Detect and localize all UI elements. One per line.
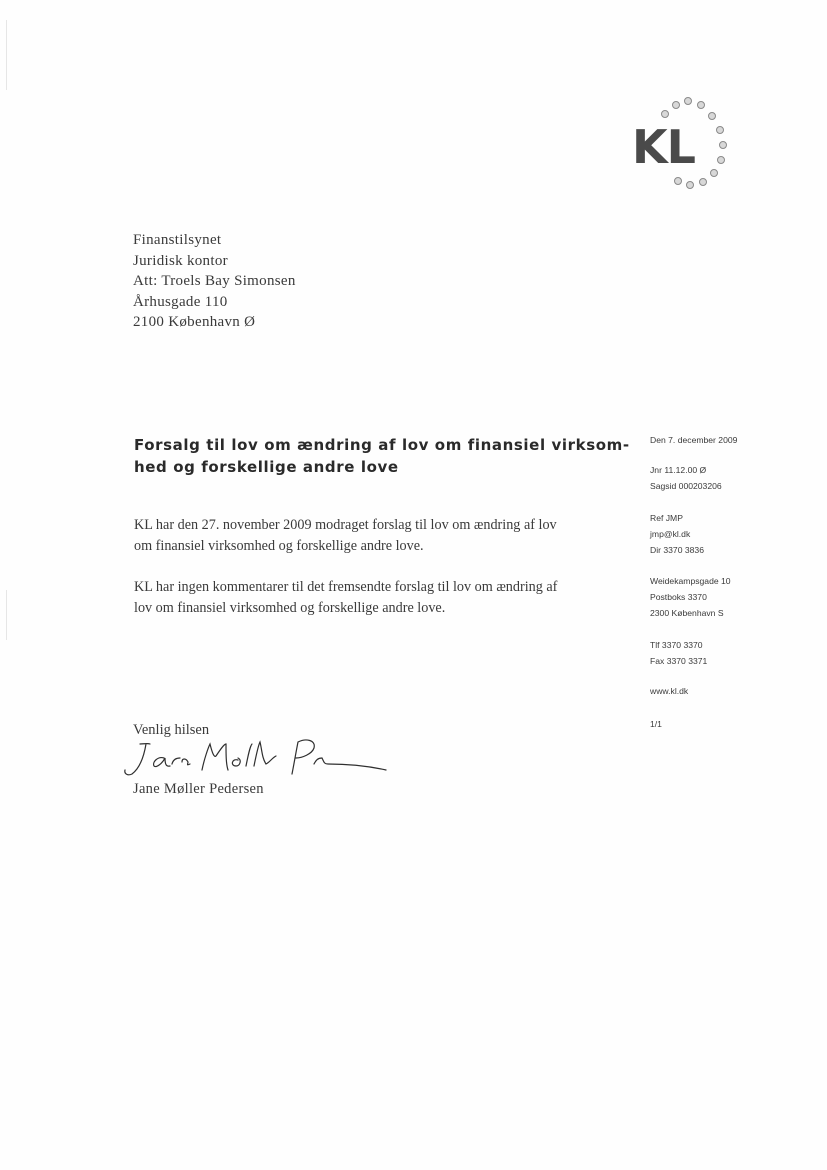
case-id: Sagsid 000203206 bbox=[650, 481, 722, 491]
email-text: jmp@kl.dk bbox=[650, 529, 691, 539]
handwritten-signature bbox=[110, 734, 390, 786]
journal-number: Jnr 11.12.00 Ø bbox=[650, 465, 707, 475]
signer-name: Jane Møller Pedersen bbox=[133, 781, 264, 797]
reference-text: Ref JMP bbox=[650, 513, 683, 523]
web-address: www.kl.dk bbox=[650, 686, 689, 696]
logo-ornament-icon bbox=[716, 126, 724, 134]
title-line: Forsalg til lov om ændring af lov om finansiel virksom- bbox=[134, 436, 630, 454]
body-line: lov om finansiel virksomhed og forskellige andre love. bbox=[134, 600, 446, 616]
body-line: KL har ingen kommentarer til det fremsendte forslag til lov om ændring af bbox=[134, 579, 558, 595]
recipient-line: Finanstilsynet bbox=[133, 232, 222, 248]
kl-logo-text: KL bbox=[632, 120, 695, 174]
logo-ornament-icon bbox=[672, 101, 680, 109]
recipient-line: 2100 København Ø bbox=[133, 314, 256, 330]
body-line: om finansiel virksomhed og forskellige andre love. bbox=[134, 538, 424, 554]
kl-logo bbox=[628, 92, 740, 197]
address-line: Postboks 3370 bbox=[650, 592, 707, 602]
logo-ornament-icon bbox=[686, 181, 694, 189]
phone-text: Tlf 3370 3370 bbox=[650, 640, 703, 650]
scan-edge-mark bbox=[6, 590, 7, 640]
letter-title bbox=[134, 434, 630, 478]
direct-phone: Dir 3370 3836 bbox=[650, 545, 704, 555]
body-paragraph bbox=[134, 515, 614, 557]
logo-ornament-icon bbox=[697, 101, 705, 109]
fax-text: Fax 3370 3371 bbox=[650, 656, 708, 666]
recipient-line: Århusgade 110 bbox=[133, 293, 228, 310]
body-line: KL har den 27. november 2009 modraget forslag til lov om ændring af lov bbox=[134, 517, 557, 533]
sidebar-page bbox=[650, 716, 662, 732]
body-paragraph bbox=[134, 577, 614, 619]
recipient-address bbox=[133, 230, 296, 333]
sidebar-date bbox=[650, 432, 737, 448]
closing-greeting: Venlig hilsen bbox=[133, 722, 210, 738]
address-line: Weidekampsgade 10 bbox=[650, 576, 731, 586]
logo-ornament-icon bbox=[708, 112, 716, 120]
logo-ornament-icon bbox=[719, 141, 727, 149]
sidebar-reference bbox=[650, 510, 704, 558]
sidebar-phones bbox=[650, 637, 707, 669]
sidebar-web bbox=[650, 683, 688, 699]
title-line: hed og forskellige andre love bbox=[134, 458, 399, 476]
logo-ornament-icon bbox=[674, 177, 682, 185]
logo-ornament-icon bbox=[661, 110, 669, 118]
sidebar-journal bbox=[650, 462, 722, 494]
scan-edge-mark bbox=[6, 20, 7, 90]
logo-ornament-icon bbox=[717, 156, 725, 164]
recipient-line: Juridisk kontor bbox=[133, 252, 228, 269]
date-text: Den 7. december 2009 bbox=[650, 435, 738, 445]
address-line: 2300 København S bbox=[650, 608, 724, 618]
recipient-line: Att: Troels Bay Simonsen bbox=[133, 273, 296, 289]
page-number: 1/1 bbox=[650, 719, 662, 729]
sidebar-address bbox=[650, 573, 731, 621]
logo-ornament-icon bbox=[699, 178, 707, 186]
logo-ornament-icon bbox=[710, 169, 718, 177]
logo-ornament-icon bbox=[684, 97, 692, 105]
